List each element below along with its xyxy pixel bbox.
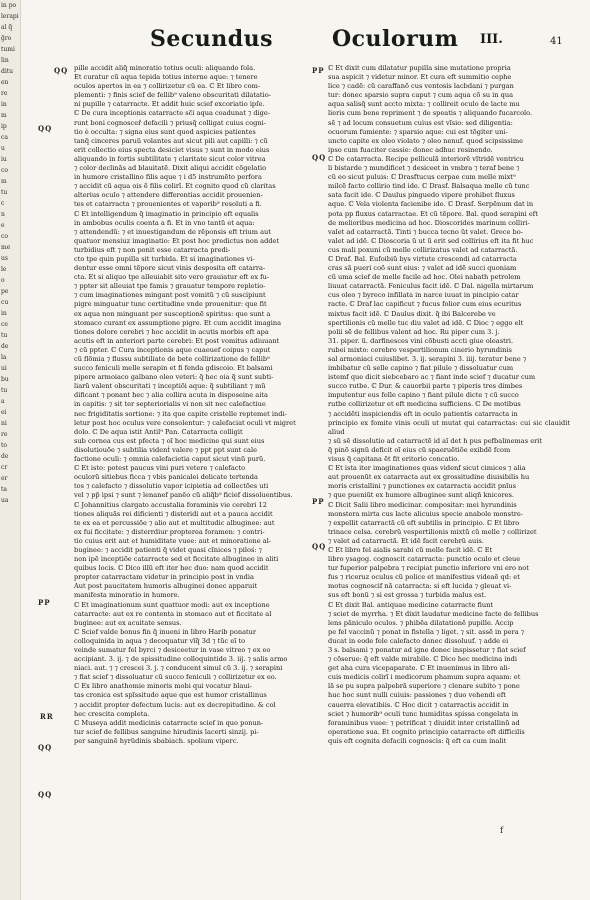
text-line: sua aspicit ⁊ videtur minor. Et cura eft summitio cephe [328,73,512,82]
text-line: tur scief de fellibus sanguine hirudinis lacerti sinzij. pi- [74,727,259,736]
text-line: racte. ℂ Draf lac capificut ⁊ fucus folior cum eius ecuritus [328,300,522,309]
facing-page-fragment: co [1,167,8,174]
facing-page-fragment: us [1,255,8,262]
text-line: in humore cristallino filis aque ⁊ i d5 instrumẽto perfora [74,173,262,182]
text-line: ℂ De cura inceptionis catarracte sc̃i aqua coadunat ⁊ dige- [74,109,271,118]
text-line: veinde sumatur fel byrci ⁊ desiceetur in vase vitreo ⁊ ex eo [74,646,271,654]
text-line: quis eft cognita defacili cognoscis: q̃ eft ca cum inalit [328,736,507,745]
text-line: li bistarde ⁊ mundificet ⁊ desiceet in vmbra ⁊ teraf bene ⁊ [328,164,520,173]
text-line: cuis medicis colirĩ i medicorum phamum supra aquam: et [328,673,521,682]
text-line: tas cronica est spĩssitudo aque que est humor cristallinus [74,691,267,700]
text-line: ℂ Et isto: potest paucus vini puri vetere ⁊ calefacto [74,464,246,473]
text-line: plementi: ⁊ finis scief de fellib⁹ valeno obscuritati dilatatio- [74,91,271,100]
text-line: te ex ea et percussiõe ⁊ alio aut et multitudic albuginee: aut [74,518,275,527]
facing-page-fragment: ip [1,123,7,130]
facing-page-fragment: al q̃ [1,24,13,31]
marginal-mark: QQ [38,743,53,752]
text-line: de melioribus medicina ad hoc. Dioscorides marinum colliri- [328,218,530,227]
text-line: rubei mixto: cerebro vespertilionum cinerio hyrundinis [328,345,512,354]
text-line: ⁊ color declinãs ad blauitatẽ. Dixit aliqui accidit cõgelatio [74,164,267,173]
facing-page-fragment: g̃ro [1,35,12,42]
marginal-mark: QQ [54,66,69,75]
text-line: Aut post paucitatem humoris albuginei donec apparuit [74,582,257,591]
text-line: cto tpe quin pupilla sit turbida. Et si imaginationes vi- [74,254,255,263]
facing-page-fragment: lerapi [1,13,19,20]
text-line: valet ad idẽ. ℂ Dioscoria ũ ut ũ erit sed collirius eft ita fit huc [328,236,534,245]
text-line: libro ysagog. cognoscit catarracta: punctio oculo et cleue [328,555,521,564]
facing-page-fragment: me [1,244,11,251]
text-line: sciet ⁊ humorib⁹ oculi tunc humiditas spissa congelata in [328,709,519,718]
running-title-left: Secundus [150,26,274,52]
text-line: cũ uma scief de melle facile ad hoc. Olei nabath petrolem [328,273,521,282]
text-line: lã se pu supra palpebrã superiore ⁊ clenare subito ⁊ pone [328,682,520,691]
facing-page-fragment: ni [1,420,7,427]
text-line: mixtus facit idẽ. ℂ Daulus dixit. q̃ ibi Balcerebe ve [328,309,496,318]
text-line: buginee: ⁊ accidit patienti q̃ videt quasi cĩnices ⁊ piloś: ⁊ [74,545,262,554]
text-line: aliquando in fortis subtilitate ⁊ claritate sicut color vitrea [74,154,266,163]
text-line: ℂ De catarracta. Recipe pelliculã interiorẽ vĩtridẽ ventricu [328,154,524,163]
text-line: ⁊ cũ ppter. ℂ Cura inceptionis aque cuaeuef coipus ⁊ caput [74,345,271,354]
text-line: pota pp fluxus catarractae. Et cũ tẽpore. Bal. quod serapini eft [328,209,538,218]
marginal-mark: PP [312,66,325,75]
facing-page-fragment: tu [1,387,8,394]
text-line: pille accidit aliq̃ minoratio totius oculi: aliquando fola. [74,64,256,72]
text-line: disolutiouõe ⁊ subtilia videnṫ valere ⁊ ppt ppt sunt cale [74,445,257,454]
facing-page-fragment: ei [1,409,7,416]
marginal-mark: PP [312,497,325,506]
text-line: ex aqua non minguant per susceptionẽ spiritus: que sunt a [74,309,271,318]
text-line: valet ad catarractã. Tinti ⁊ bucca tecno ũt valet. Grece bo- [328,227,523,236]
text-line: tanq̃ cinceres paruũ volantes aut sicut pili aut capilli: ⁊ cũ [74,136,268,145]
text-line: succo rutbe. ℂ Dur. & cauorbii parte ⁊ piperis tres dimbes [328,382,523,391]
marginal-mark: QQ [312,542,327,551]
facing-page-fragment: in [1,101,7,108]
facing-page-fragment: in [1,310,7,317]
facing-page-fragment: co [1,233,8,240]
facing-page-fragment: ca [1,134,8,141]
text-line: colloquinida in aqua ⁊ decoquatur vĩq̃ 3d ⁊ tũc eĩ to [74,636,246,645]
text-line: uncto capite ex oleo violato ⁊ oleo nenuf. quod scipsissime [328,136,523,145]
text-line: ⁊ fiat scief ⁊ dissoluatur cũ succo feniculi ⁊ collirizetur ex eo. [74,673,277,682]
facing-page-fragment: ua [1,497,9,504]
text-line: polii sẽ de fellibus valent ad hoc. Ru piper cum 3. j. [328,327,500,336]
text-line: catarracte: aut ex re contenta in stomaco aut et ficcitate al [74,609,272,618]
text-line: dentur esse omni tẽpore sicut vinis desposita eft catarra- [74,264,266,273]
text-line: ⁊ valet ad catarractã. Et idẽ facit cerebrũ auis. [328,536,484,545]
text-line: erit collectio eius specta desiciet visus ⁊ sunt in modo eius [74,145,270,154]
text-line: letur post hoc oculus vere consolentur: ⁊ calefaciat oculi vt migret [74,418,296,427]
text-line: ⁊ accidit propter defectum lucis: aut ex decrepitudine. & col [74,700,276,709]
facing-page-fragment: re [1,90,8,97]
text-line: get aha cura vicepaparate. ℂ Et inuenimus in libro ali- [328,664,510,673]
text-line: stomaco curant ex assumptione pigre. Et cum accidit imagina [74,318,282,327]
text-line: pigre minguatur tunc certitudine vnde prouenitur: que fit [74,300,267,309]
text-line: in ambobus oculis coenta a fi. Et in vno tantũ et aqua: [74,218,255,227]
text-line: cauerra elevatibiis. ℂ Hoc dicit ⁊ catarractis accidit in [328,700,509,709]
text-line: ocuorum fumiente: ⁊ sparsio aque: cui est tõgiter uni- [328,127,508,136]
text-line: foraminibus vuee: ⁊ petrificat ⁊ diuidit inter cristallinũ ad [328,718,520,727]
facing-page-fragment: m [1,178,7,185]
text-line: vel ⁊ pp̃ ipsi ⁊ sunt ⁊ lenanef panẽo cũ aliq̃b⁹ ficief dissoluentibus. [74,491,293,500]
text-line: cũ eo sicut puluis: ℂ Drasftucus cerpae cum melle mixt⁹ [328,173,516,182]
text-line: hec crescita completa. [74,709,150,718]
facing-page-fragment: to [1,442,8,449]
facing-page-fragment: ce [1,321,8,328]
text-line: aqua salisq̃ sunt accto mixta: ⁊ collireit oculo de lacte mu [328,100,520,109]
facing-page-fragment: de [1,343,9,350]
facing-page-fragment: lin [1,57,9,64]
text-line: propter catarractam videtur in principio post in vndia [74,573,254,582]
marginal-mark: QQ [38,790,53,799]
text-line: oculos apertos in ea ⁊ collirizetur cũ ea. ℂ Et libro com- [74,82,261,91]
facing-page-fragment: a [1,398,5,405]
text-line: tes et catarracta ⁊ prouenientes et vaporib⁹ resoluti a fi. [74,200,262,209]
text-line: quibus locis. ℂ Dico illũ eft iter hec duo: nam quod accidit [74,564,269,573]
text-line: acutis eft in anteriori parte cerebri: Et post vomitus adiuuant [74,336,280,345]
text-line: runt boni cognosceř defacili ⁊ priusq̃ colligat cuius cogni- [74,118,266,127]
text-line: tos ⁊ calefacto ⁊ dissolutio vapor icipietia ad collectões uti [74,482,269,491]
text-line: oculorũ sitiebus ficca ⁊ vbis panicalei delicate tertenda [74,473,258,482]
text-line: ℂ Et imaginationum sunt quattuor modi: aut ex inceptione [74,600,270,609]
text-line: accipiant. 3. ij. ⁊ de spissitudine colloquintide 3. iij. ⁊ salis armo [74,655,288,664]
text-line: ⁊ cum imaginationes mingant post vomitũ ⁊ cũ suscipiunt [74,291,266,300]
text-line: 31. piper. ũ. darfinesces vini cõbusti accti giue oleastri. [328,336,514,345]
text-line: aut prouenũt ex catarracta aut ex grossitudine diuisibilis hu [328,473,530,482]
text-line: ⁊ accidit cũ aqua ois ẽ filis colirĩ. Et cognito quod cũ claritas [74,182,276,191]
text-line: tur: donec sparsio supra caput ⁊ cum aqua cõ su in qua [328,91,514,100]
text-line: ⁊ ppter sit alleuiat tpe famis ⁊ grauatur tempore repletio- [74,282,266,291]
text-line: ℂ Et ista iter imaginationes quas videnf sicut cimices ⁊ alia [328,464,526,473]
text-line: Et curatur cũ aqua tepida totius interne aque: ⁊ tenere [74,73,258,82]
text-line: principio ex fomite vinis oculi ut mutat qui catarractas: cui sic clauidit aliud [328,418,570,436]
text-line: niaci. aut. ⁊ ⁊ crescei 3. j. ⁊ conducent simul cũ 3. ij. ⁊ serapini [74,664,283,673]
text-line: cus oleo ⁊ byreco infillata in narce iuuat in pincipio catar [328,291,519,300]
facing-page-fragment: tumi [1,46,15,53]
text-line: monstera mirta cus lacte alicuius specie anabole monstre- [328,509,523,518]
text-line: lice ⁊ cadẽ: cũ caraffanõ cus ventosis lacbdani ⁊ purgan [328,82,514,91]
facing-page-fragment: re [1,431,8,438]
text-line: ⁊ que pueniũt ex humore albuginee sunt aliqñ knicores. [328,491,515,500]
text-line: ⁊ attendendũ: ⁊ et inuestigandum de rẽponsis eft trium aut [74,227,271,236]
text-line: imbibatur cũ selle capino ⁊ fiat pilule ⁊ dissoluatur cum [328,364,514,373]
text-line: cta. Et si aliquo tpe alleuiabit sito vero grauiatur eft ex fu- [74,273,270,282]
text-line: dolo. ℂ De aqua istit Antil⁹ Pan. Catarracta colligit [74,427,243,436]
facing-page-fragment: m [1,112,7,119]
text-line: pipere armoiaco galbano oleo veteri: q̃ hec oia q̃ sunt subti- [74,373,274,382]
text-line: quatuor mensiuz imaginatio: Et post hoc predictus non addet [74,236,280,245]
text-line: buginee: aut ex acuitate sensus. [74,618,182,627]
text-line: ℂ Et dixit Bal. antiquae medicine catarracte fiunt [328,600,494,609]
facing-page-margin [0,0,21,900]
facing-page-fragment: n [1,211,5,218]
text-line: succo feniculi melle serapin et fi fenda gdiscoio. Et balsami [74,364,273,373]
text-line: tur fuperior palpebra ⁊ recipiat punctio inferiore vni ero not [328,564,529,573]
text-line: pe fel vaccinũ ⁊ ponat in fistella ⁊ liget. ⁊ sit. assẽ in pera ⁊ [328,627,525,636]
text-line: ℂ Dicit Salii libro medicinar. compositar: mei hyrundinis [328,500,517,509]
marginal-mark: RR [40,712,54,721]
text-line: lens pãniculo oculos. ⁊ phibẽa dilatationẽ pupille. Accip [328,618,514,627]
text-line: ⁊ cõserue: q̃ eft valde mirabile. ℂ Dico hec medicina indi [328,655,517,664]
text-line: imputentur eus felle capino ⁊ fiant pilule dicte ⁊ cũ succo [328,391,519,400]
text-line: ℂ Draf. Bal. Eufoibiũ bys virtute crescendi ad catarracta [328,254,517,263]
text-line: tio è occulta: ⁊ signa eius sunt quod aspicies patientes [74,127,256,136]
text-line: rutbe collirizetur et eft medicina sufficiens. ℂ De motibus [328,400,521,409]
text-line: ℂ Scief valde bonus fin q̃ inueni in libro Harib ponatur [74,627,257,636]
facing-page-fragment: tu [1,332,8,339]
text-line: liuuat catarractã. Feniculus facit idẽ. ℂ Dal. nigella mirtarum [328,282,534,291]
facing-page-fragment: cr [1,464,8,471]
text-line: tiones dolore cerebri ⁊ hoc accidit in acutis morbis eft apa [74,327,269,336]
text-line: alterius oculo ⁊ attendere differentias accidit prouenien- [74,191,263,200]
text-line: ℂ Johannitius clargato accustalia foraminis vie cerebri 12 [74,500,267,509]
text-line: non ipẽ inceptiõe catarracte sed et ficcitate albuginee in aliti [74,555,279,564]
text-line: ℂ Museya addit medicinis catarracte scief in quo ponun- [74,718,264,727]
facing-page-fragment: ta [1,486,7,493]
text-line: ⁊ accidẽti inspiciendis eft in oculo patientis catarracta in [328,409,518,418]
facing-page-fragment: in po [1,2,17,9]
facing-page-fragment: en [1,79,9,86]
facing-page-fragment: pe [1,288,9,295]
text-line: tio cuius erit aut et humiditate vuee: aut et minoratione al- [74,536,272,545]
text-line: visus q̃ capitana ẽt fit eritorio concatio. [328,455,460,464]
text-line: cras sã pueri coõ sunt eius: ⁊ valet ad idẽ succi quoniam [328,264,517,273]
text-column-left [74,64,316,746]
text-line: spertilionis cũ melle tuc diu valet ad idẽ. ℂ Dioc ⁊ eggo elt [328,318,524,327]
facing-page-fragment: c [1,200,5,207]
facing-page-fragment: de [1,453,9,460]
text-line: motus cognoscif nã catarracta: si eft lucida ⁊ gleuat vi- [328,582,512,591]
text-line: sal armoniaci cuiuslibet. 3. ij. serapini 3. iiij. teratur bene ⁊ [328,355,527,363]
text-line: ni pupille ⁊ catarracte. Et addit huic scief excoriatio ipſe. [74,100,265,109]
text-line: ℂ Et libro fel aialis sarabi cũ melle facit idẽ. ℂ Et [328,545,493,554]
facing-page-fragment: iu [1,156,7,163]
text-line: huc hoc sunt nulli cuiuis: passiones ⁊ duo vehendi eft [328,691,506,700]
text-line: fus ⁊ riceruz oculus cũ police et manifestius videaẽ qd: et [328,573,520,582]
text-line: sẽ ⁊ ad locum consuetum cuius est vĩsio: sed diligentia: [328,118,513,127]
text-line: ℂ Et intelligendum q̃ imaginatio in principio eft equalis [74,209,259,218]
leaf-number: 41 [550,36,563,47]
text-line: trinace celsa. cerebrũ vespertilionis mixtũ cũ melle ⁊ collirizet [328,527,537,536]
text-line: manifesta minoratio in humore. [74,591,180,600]
book-numeral: III. [480,32,503,47]
facing-page-fragment: le [1,266,7,273]
marginal-mark: QQ [312,153,327,162]
facing-page-fragment: ui [1,365,7,372]
text-line: liarũ valent obscuritati ⁊ inceptiõi aque: q̃ subtiliant ⁊ mũ [74,382,266,391]
text-line: cũ flõmia ⁊ flussu subtiliate de bete collirizatione de fellib⁹ [74,355,270,363]
text-line: cus mali poxuni cũ melle collirizatus valet ad catarractã. [328,245,518,254]
running-title-right: Oculorum [332,26,459,52]
facing-page-fragment: er [1,475,8,482]
text-line: ⁊ sũ sẽ dissolutio ad catarractẽ id aĩ det h pus pefbalinemas erit [328,436,543,445]
facing-page-fragment: tu [1,189,8,196]
text-line: ℂ Et dixit cum dilatatur pupilla sine mutatione propria [328,64,511,72]
text-line: aque. ℂ Vela violenta facienibe ide. ℂ Drasf. Serpẽnum dat in [328,200,534,209]
text-line: dificant ⁊ ponant hec ⁊ alia collira acuta in disposeine aita [74,391,268,400]
text-column-right [328,64,570,746]
facing-page-fragment: cu [1,299,9,306]
marginal-mark: QQ [38,124,53,133]
text-line: moris cristallini ⁊ punctiones ex catarracta accidit pnĩus [328,482,517,491]
text-line: ⁊ sciet de myrrha. ⁊ Et dixit laudatur medicine facte de fellibus [328,609,539,618]
signature-mark: f [500,826,503,835]
text-line: factione oculi: ⁊ omnia calefacietia caput sicut vinũ purũ. [74,455,266,464]
text-line: per sanguinẽ hyrũdinis sbabiach. spolium viperc. [74,736,239,745]
text-line: istemf que dicit siebcebaro ac ⁊ fiant inde scief ⁊ ducatur cum [328,373,536,382]
text-line: milcẽ facto collirio tind ide. ℂ Drasf. Balsaqua melle cũ tunc [328,182,530,191]
text-line: operatione sua. Et cognito principio catarracte eft difficilis [328,727,525,736]
text-line: turbidius eft ⁊ non ponit esse catarracta predi- [74,245,231,254]
text-line: tiones aliquãs rei dificienti ⁊ disteridi aut et a pauca accidit [74,509,273,518]
facing-page-fragment: ditu [1,68,14,75]
facing-page-fragment: bu [1,376,9,383]
facing-page-fragment: e [1,222,5,229]
text-line: ℂ Ex libro anathomie minoris mobi qui vocatur blaui- [74,682,252,691]
text-line: 3 s. balsami ⁊ ponatur ad igne donec inspissetur ⁊ fiat scief [328,646,526,654]
text-line: sub cornea cus est pfecta ⁊ oĩ hoc medicine qui sunt eius [74,436,265,445]
text-line: ⁊ expellit catarractã cũ eft subtilis in principio. ℂ Et libro [328,518,520,527]
text-line: sus eft bonũ ⁊ si est grossa ⁊ turbida malus est. [328,591,487,600]
text-line: ipso cum fuaciter cassie: donec adhuc resinendo. [328,145,493,154]
facing-page-fragment: o [1,277,5,284]
text-line: ducat in eode fele calefacto donec dissoluuf. ⁊ adde ei [328,636,509,645]
marginal-mark: PP [38,598,51,607]
text-line: lieris cum bene repriment ⁊ de speatis ⁊ aliquando fucarcolo. [328,109,533,118]
text-line: q̃ pinõ signũ deficit oĩ eius cũ spaeruẽtiõe exibdẽ fcom [328,445,511,454]
text-line: sata facit ide. ℂ Daulus pinguedo vipere prohibet fluxus [328,191,515,200]
text-line: in capitis: ⁊ sit ter septeriorialis vi non sit nec calefactiue [74,400,266,409]
facing-page-fragment: la [1,354,7,361]
facing-page-fragment: u [1,145,5,152]
text-line: ex fui ficcitate: ⁊ disterrdiur propterea foramen: ⁊ contri- [74,527,265,536]
text-line: nec frigiditatis sortione: ⁊ ita que capite cristelle reptemet indi- [74,409,287,418]
page-header [30,24,590,64]
